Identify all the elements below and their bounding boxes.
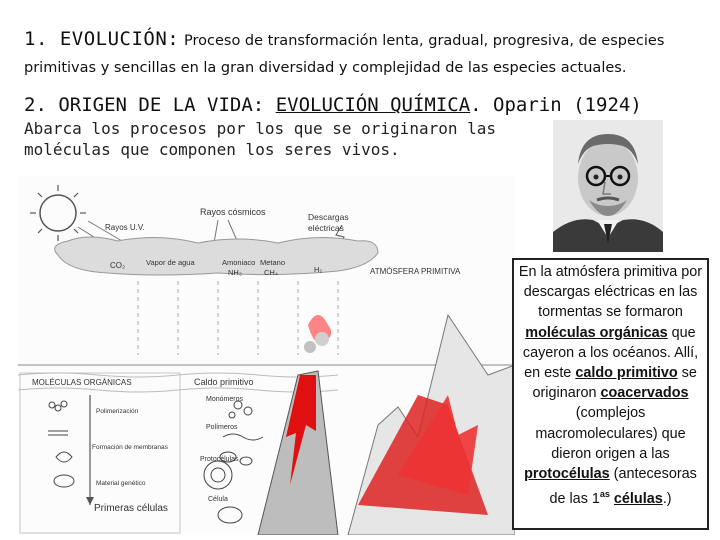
label-amoniaco: Amoniaco (222, 258, 256, 267)
keyword-protocelulas: protocélulas (524, 466, 610, 483)
label-rayos-uv: Rayos U.V. (105, 223, 145, 232)
cloud-band (55, 237, 378, 275)
keyword-moleculas-organicas: moléculas orgánicas (525, 324, 668, 341)
label-celula: Célula (208, 496, 228, 503)
label-formacion-membranas: Formación de membranas (92, 444, 168, 451)
evolucion-heading: 1. EVOLUCIÓN: (24, 28, 180, 50)
label-co2: CO₂ (110, 261, 126, 270)
evolucion-quimica-title: EVOLUCIÓN QUÍMICA (275, 94, 471, 116)
evolucion-definition: Proceso de transformación lenta, gradual, progresiva, de especies primitivas y sencillas en la gran diversidad y complejidad de las especies actuales. (24, 33, 665, 76)
section-evolucion (24, 26, 704, 81)
oparin-portrait-image (553, 120, 663, 252)
label-h2: H₂ (314, 265, 323, 274)
superscript-as: as (599, 489, 610, 500)
explanation-text-2: que cayeron a los océanos. Allí, en este (522, 324, 699, 382)
label-ch4: CH₄ (264, 268, 278, 277)
label-polimerizacion: Polimerización (96, 408, 139, 415)
label-protocelulas: Protocélulas (200, 456, 239, 463)
explanation-text-3: se originaron (532, 365, 697, 402)
explanation-text-4: (complejos macromoleculares) que dieron origen a las (535, 405, 686, 462)
label-caldo-primitivo: Caldo primitivo (194, 377, 254, 387)
label-atmosfera: ATMÓSFERA PRIMITIVA (370, 267, 461, 276)
origin-of-life-diagram (18, 175, 515, 535)
keyword-caldo-primitivo: caldo primitivo (575, 365, 678, 382)
label-moleculas-organicas: MOLÉCULAS ORGÁNICAS (32, 378, 132, 387)
keyword-celulas: células (613, 491, 663, 508)
origen-title: ORIGEN DE LA VIDA: (58, 94, 265, 116)
label-electricas: eléctricas (308, 223, 344, 233)
label-monomeros: Monómeros (206, 396, 243, 403)
explanation-text-7: .) (662, 491, 672, 508)
label-material-genetico: Material genético (96, 480, 146, 487)
label-nh3: NH₃ (228, 268, 242, 277)
section-origen-heading (24, 92, 714, 118)
label-polimeros: Polímeros (206, 424, 238, 431)
keyword-coacervados: coacervados (600, 385, 689, 402)
label-primeras-celulas: Primeras células (94, 503, 168, 514)
explanation-box (512, 258, 709, 530)
label-descargas: Descargas (308, 212, 349, 222)
label-vapor: Vapor de agua (146, 258, 195, 267)
origen-number: 2. (24, 94, 47, 116)
origen-description: Abarca los procesos por los que se originaron las moléculas que componen los seres vivos. (24, 119, 497, 159)
explanation-text-1: En la atmósfera primitiva por descargas eléctricas en las tormentas se formaron (518, 264, 703, 321)
label-metano: Metano (260, 258, 286, 267)
explanation-text-5: (antecesoras de las 1 (549, 466, 697, 508)
label-rayos-cosmicos: Rayos cósmicos (200, 207, 266, 217)
oparin-label: . Oparin (1924) (470, 94, 642, 116)
